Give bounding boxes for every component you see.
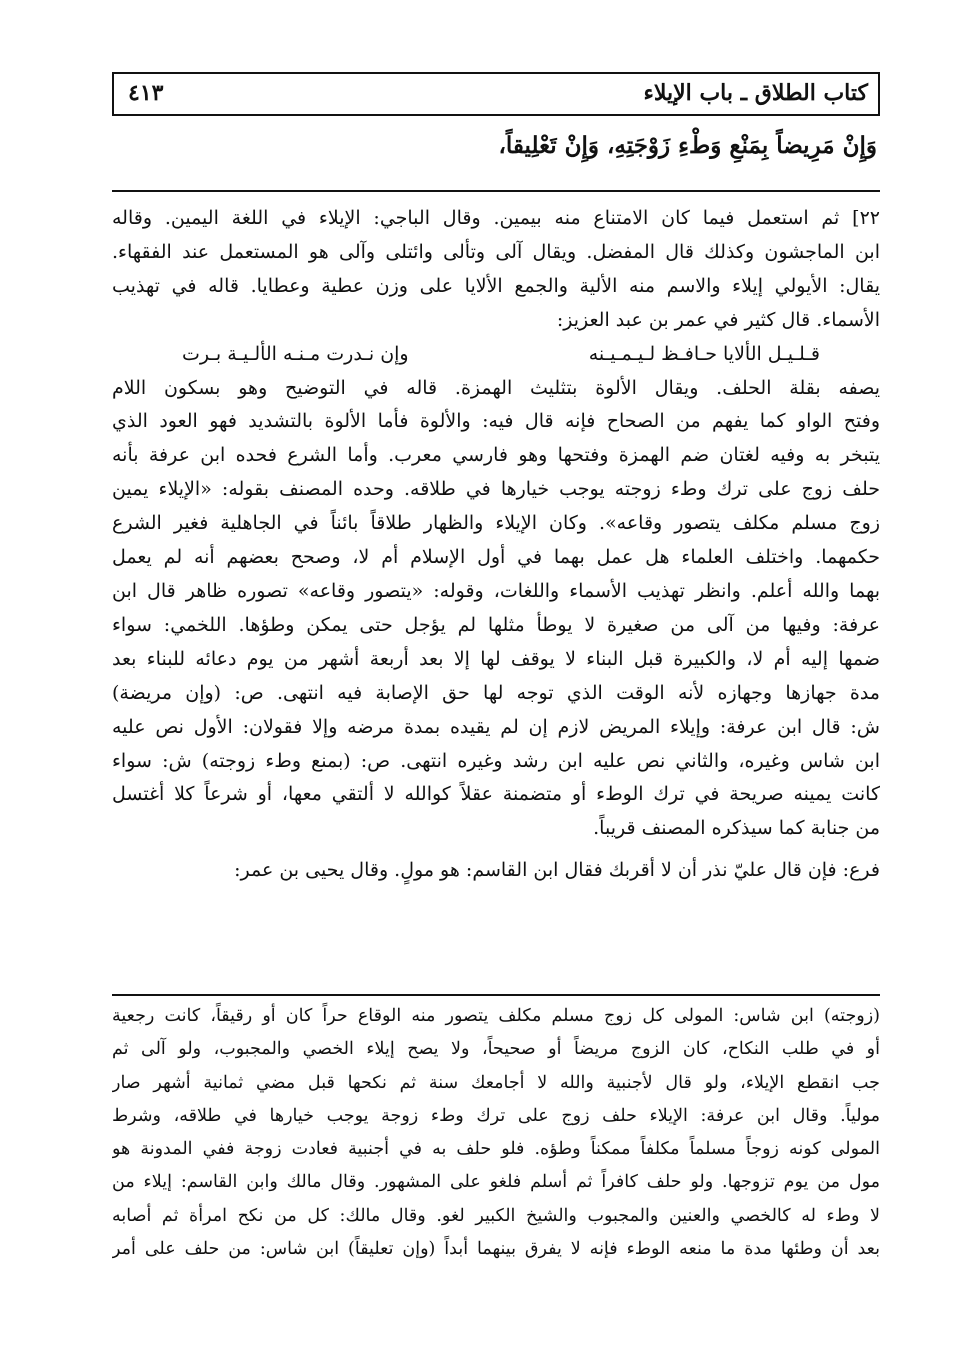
commentary-line: وفتح الواو كما يفهم من الصحاح فإنه قال فيه: والألوة فأما الألوة بالتشديد فهو العود الذي bbox=[112, 410, 880, 433]
footnote-line: المولى كونه زوجاً مسلماً مكلفاً ممكناً وطؤه. فلو حلف به في أجنبية فعادت زوجة ففي المدونة هو bbox=[112, 1139, 880, 1160]
commentary-line: حكمهما. واختلف العلماء هل عمل بهما في أول الإسلام أم لا، وصحح بعضهم أنه لم يعمل bbox=[112, 546, 880, 569]
footnote-line: (زوجته) ابن شاس: المولى كل زوج مسلم مكلف يتصور منه الوقاع حراً كان أو رقيقاً، كانت رجعية bbox=[112, 1006, 880, 1026]
verse-first-hemistich: قـلـيـل الألايا حـافـظ لـيـمـيـنه bbox=[588, 342, 820, 365]
commentary-line: يقال: الأيولي إيلاء والاسم منه الألية والجمع الألايا على وزن عطية وعطايا. قاله في تهذيب bbox=[112, 274, 880, 297]
branch-line: فرع: فإن قال عليّ نذر أن لا أقربك فقال ابن القاسم: هو مولٍ. وقال يحيى بن عمر: bbox=[234, 859, 880, 882]
page-number: ٤١٣ bbox=[128, 80, 164, 106]
commentary-line: مدة جهازها وجهازه لأنه الوقت الذي توجه لها حق الإصابة فيه انتهى. ص: (وإن مريضة) bbox=[112, 681, 880, 704]
footnote-line: أو في طلب النكاح، كان الزوج مريضاً أو صحيحاً، ولا يصح إيلاء الخصي والمجبوب، ولو آلى ثم bbox=[112, 1039, 880, 1060]
footnotes-body bbox=[112, 1000, 880, 1266]
commentary-body bbox=[112, 202, 880, 888]
commentary-line: من جنابة كما سيذكره المصنف قريباً. bbox=[593, 817, 880, 840]
footnote-divider bbox=[112, 994, 880, 996]
commentary-line: ابن الماجشون وكذلك قال المفضل. ويقال آلى وتألى وائتلى وآلى هو المستعمل عند الفقهاء. bbox=[112, 240, 880, 263]
commentary-line: الأسماء. قال كثير في عمر بن عبد العزيز: bbox=[556, 308, 880, 331]
chapter-title: كتاب الطلاق ـ باب الإيلاء bbox=[643, 80, 868, 106]
commentary-line: بهما والله أعلم. وانظر تهذيب الأسماء واللغات، وقوله: «يتصور وقاعه» تصوره ظاهر قال ابن bbox=[112, 579, 880, 602]
footnote-line: بعد أن وطئها مدة ما منعه الوطء فإنه لا يفرق بينهما أبداً (وإن تعليقاً) ابن شاس: من حلف على أمر bbox=[112, 1239, 880, 1260]
commentary-line: ٢٢] ثم استعمل فيما كان الامتناع منه بيمين. وقال الباجي: الإيلاء في اللغة اليمين. وقاله bbox=[112, 207, 880, 229]
running-header bbox=[112, 72, 880, 116]
footnote-line: جب انقطع الإيلاء، ولو قال لأجنبية والله لا أجامعك سنة ثم نكحها قبل مضي ثمانية أشهر صار bbox=[112, 1072, 880, 1093]
commentary-line: حلف زوج على ترك وطء زوجته يوجب خيارها في طلاقه. وحده المصنف بقوله: «الإيلاء يمين bbox=[112, 478, 880, 501]
verse-second-hemistich: وإن نـدرت مـنـه الألـيـة بـرت bbox=[182, 342, 409, 365]
poetry-verse bbox=[112, 338, 880, 372]
matn-divider bbox=[112, 190, 880, 192]
commentary-line: كانت يمينه صريحة في ترك الوطء أو متضمنة عقلاً كوالله لا ألتقي معها، أو شرعاً كلا أغتسل bbox=[112, 783, 880, 806]
footnote-line: لا وطء له كالخصي والعنين والمجبوب والشيخ الكبير لغو. وقال مالك: كل من نكح امرأة ثم أصابه bbox=[112, 1205, 880, 1226]
commentary-line: ش: قال ابن عرفة: وإيلاء المريض لازم إن لم يقيده بمدة مرضه وإلا فقولان: الأول نص عليه bbox=[112, 715, 880, 738]
commentary-line: يصفه بقلة الحلف. ويقال الألوة بتثليث الهمزة. قاله في التوضيح وهو بسكون اللام bbox=[112, 376, 880, 399]
footnote-line: مولياً. وقال ابن عرفة: الإيلاء حلف زوج على ترك وطء زوجة يوجب خيارها في طلاقه، وشرط bbox=[112, 1105, 880, 1126]
footnote-line: مول من يوم تزوجها. ولو حلف كافراً ثم أسلم فلغو على المشهور. وقال مالك وابن القاسم: إيلاء من bbox=[112, 1172, 880, 1193]
commentary-line: ابن شاس وغيره، والثاني نص عليه ابن رشد وغيره انتهى. ص: (بمنع وطء زوجته) ش: سواء bbox=[112, 749, 880, 772]
matn-text: وَإِنْ مَرِيضاً بِمَنْعِ وَطْءِ زَوْجَتِهِ، وَإِنْ تَعْلِيقاً، bbox=[498, 132, 877, 159]
paragraph-gap bbox=[112, 846, 880, 854]
commentary-line: ضمها إليه أم لا، والكبيرة قبل البناء لا يوقف لها إلا بعد أربعة أشهر من يوم دعائه للبناء بعد bbox=[112, 647, 880, 670]
commentary-line: عرفة: وفيها من آلى من صغيرة لا يوطأ مثلها لم يؤجل حتى يمكن وطؤها. اللخمي: سواء bbox=[112, 613, 880, 636]
commentary-line: زوج مسلم مكلف يتصور وقاعه». وكان الإيلاء والظهار طلاقاً بائناً في الجاهلية فغير الشرع bbox=[112, 512, 880, 535]
commentary-line: يتبخر به وفيه لغتان ضم الهمزة وفتحها وهو فارسي معرب. وأما الشرع فحده ابن عرفة بأنه bbox=[112, 444, 880, 467]
